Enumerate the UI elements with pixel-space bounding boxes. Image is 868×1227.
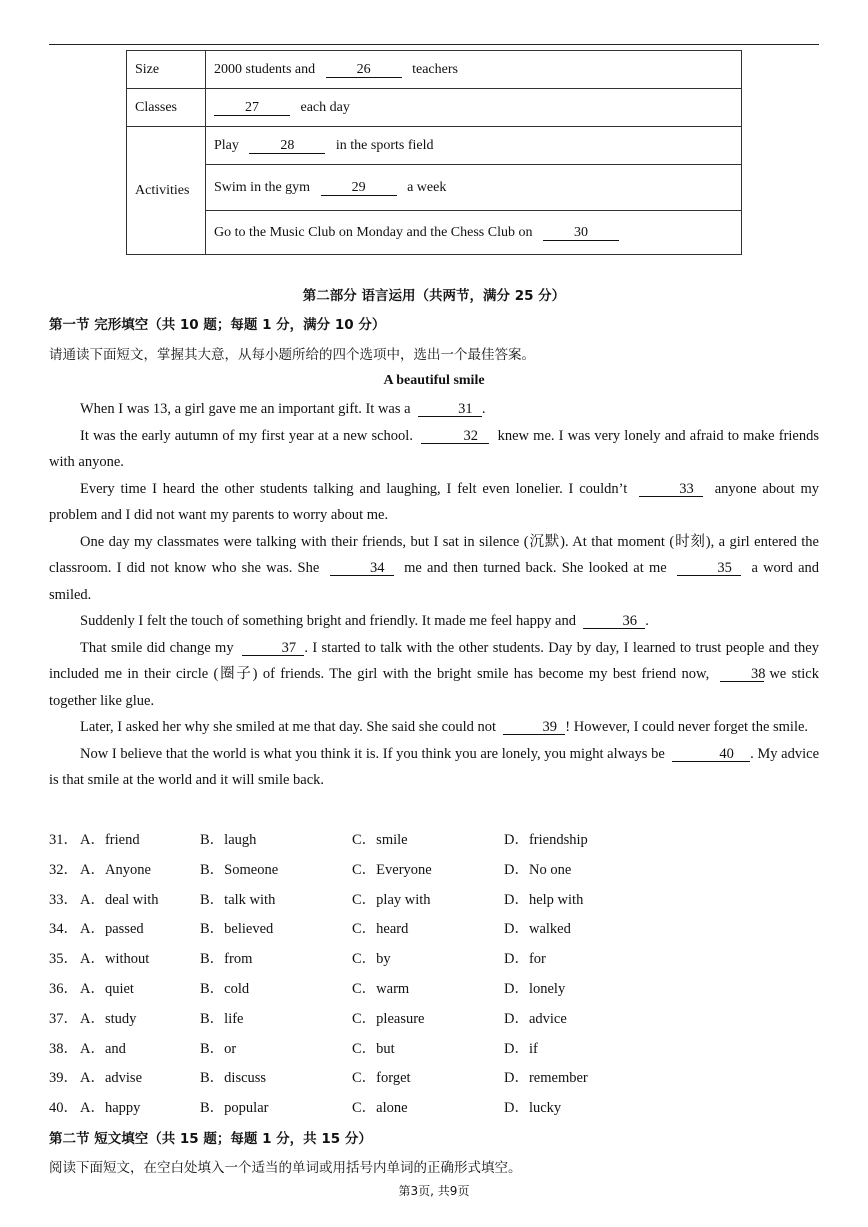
text: . My advice is that smile at the world and it will smile back. xyxy=(49,745,820,788)
blank-31: 31 xyxy=(418,402,482,417)
blank-28: 28 xyxy=(249,139,325,154)
option-c: C．forget xyxy=(352,1070,411,1087)
option-c: C．alone xyxy=(352,1100,408,1117)
activity-text-after: a week xyxy=(407,179,447,195)
activity-play-cell xyxy=(206,127,742,165)
blank-35: 35 xyxy=(677,561,741,576)
paragraph xyxy=(49,714,819,741)
option-d: D．No one xyxy=(504,861,572,878)
activity-text: Go to the Music Club on Monday and the Chess Club on xyxy=(214,224,533,240)
blank-40: 40 xyxy=(672,747,750,762)
option-row xyxy=(49,945,749,975)
table-row xyxy=(127,127,742,165)
blank-30: 30 xyxy=(543,226,619,241)
option-c: C．but xyxy=(352,1040,395,1057)
option-a: A．Anyone xyxy=(80,861,151,878)
paragraph xyxy=(49,423,819,476)
text: When I was 13, a girl gave me an important gift. It was a xyxy=(80,401,411,417)
option-b: B．from xyxy=(200,951,253,968)
question-number: 32． xyxy=(49,861,78,878)
text: anyone about my problem and I did not want my parents to worry about me. xyxy=(49,480,819,523)
classes-text: each day xyxy=(300,99,350,115)
paragraph xyxy=(49,741,819,794)
blank-38: 38 xyxy=(720,667,764,682)
text: One day my classmates were talking with their friends, but I sat in silence (沉默). At that moment (时刻), a girl entered the classroom. I did not know who she was. She xyxy=(49,533,819,576)
option-a: A．happy xyxy=(80,1100,141,1117)
option-a: A．passed xyxy=(80,921,144,938)
option-c: C．heard xyxy=(352,921,409,938)
option-b: B．laugh xyxy=(200,832,257,848)
answer-options xyxy=(49,826,749,1124)
option-c: C．smile xyxy=(352,832,408,848)
option-a: A．study xyxy=(80,1010,137,1027)
cloze-passage xyxy=(49,396,819,794)
question-number: 37． xyxy=(49,1010,78,1027)
blank-27: 27 xyxy=(214,101,290,116)
activity-text: Swim in the gym xyxy=(214,179,311,195)
option-d: D．friendship xyxy=(504,832,588,848)
text: we stick together like glue. xyxy=(49,666,819,709)
question-number: 35． xyxy=(49,951,78,968)
option-c: C．by xyxy=(352,951,391,968)
blank-37: 37 xyxy=(242,641,304,656)
activity-swim-cell xyxy=(206,165,742,211)
text: Now I believe that the world is what you think it is. If you think you are lonely, you might always be xyxy=(80,745,665,762)
size-label: Size xyxy=(127,51,206,89)
size-text-after: teachers xyxy=(412,61,458,77)
option-row xyxy=(49,1094,749,1124)
option-row xyxy=(49,1035,749,1065)
blank-26: 26 xyxy=(326,63,402,78)
option-row xyxy=(49,1005,749,1035)
text: ! However, I could never forget the smile. xyxy=(565,719,809,735)
option-a: A．deal with xyxy=(80,891,159,908)
option-row xyxy=(49,826,749,856)
text: knew me. I was very lonely and afraid to make friends with anyone. xyxy=(49,427,820,470)
option-b: B．or xyxy=(200,1040,237,1057)
option-row xyxy=(49,1064,749,1094)
question-number: 39． xyxy=(49,1070,78,1087)
text: . I started to talk with the other students. Day by day, I learned to trust people and they included me in their circle (圈子) of friends. The girl with the bright smile has become my best friend now, xyxy=(49,639,819,682)
blank-33: 33 xyxy=(639,482,703,497)
table-row xyxy=(127,51,742,89)
classes-label: Classes xyxy=(127,89,206,127)
activities-label: Activities xyxy=(127,127,206,255)
text: . xyxy=(481,401,486,417)
question-number: 38． xyxy=(49,1040,78,1057)
text: a word and smiled. xyxy=(49,560,820,603)
option-b: B．cold xyxy=(200,980,250,997)
table-row xyxy=(127,165,742,211)
activity-text-after: in the sports field xyxy=(335,137,434,153)
blank-29: 29 xyxy=(321,181,397,196)
activity-clubs-cell xyxy=(206,211,742,255)
question-number: 31． xyxy=(49,832,78,848)
option-d: D．advice xyxy=(504,1010,567,1027)
option-a: A．and xyxy=(80,1040,126,1057)
option-row xyxy=(49,886,749,916)
question-number: 33． xyxy=(49,891,78,908)
activity-text: Play xyxy=(214,137,239,153)
text: Later, I asked her why she smiled at me that day. She said she could not xyxy=(80,719,497,735)
text: . xyxy=(645,613,649,629)
text: Every time I heard the other students talking and laughing, I felt even lonelier. I couldn’t xyxy=(80,480,628,497)
option-d: D．for xyxy=(504,951,546,968)
text: Suddenly I felt the touch of something bright and friendly. It made me feel happy and xyxy=(80,613,576,629)
option-a: A．quiet xyxy=(80,980,134,997)
classes-cell xyxy=(206,89,742,127)
option-a: A．advise xyxy=(80,1070,143,1087)
option-b: B．life xyxy=(200,1010,244,1027)
option-c: C．warm xyxy=(352,980,410,997)
option-b: B．popular xyxy=(200,1100,269,1117)
size-cell xyxy=(206,51,742,89)
option-b: B．talk with xyxy=(200,891,276,908)
section1-instruction: 请通读下面短文，掌握其大意，从每小题所给的四个选项中，选出一个最佳答案。 xyxy=(49,347,535,363)
blank-34: 34 xyxy=(330,561,394,576)
blank-32: 32 xyxy=(421,429,489,444)
option-b: B．believed xyxy=(200,921,274,938)
option-row xyxy=(49,915,749,945)
option-row xyxy=(49,975,749,1005)
option-d: D．walked xyxy=(504,921,571,938)
page-footer: 第3页, 共9页 xyxy=(398,1184,470,1198)
option-d: D．lucky xyxy=(504,1100,562,1117)
option-c: C．pleasure xyxy=(352,1010,425,1027)
option-a: A．friend xyxy=(80,832,140,848)
option-b: B．Someone xyxy=(200,861,279,878)
text: It was the early autumn of my first year at a new school. xyxy=(80,427,413,444)
size-text: 2000 students and xyxy=(214,61,316,77)
paragraph xyxy=(49,396,819,423)
paragraph xyxy=(49,529,819,609)
table-row xyxy=(127,211,742,255)
option-b: B．discuss xyxy=(200,1070,267,1087)
blank-39: 39 xyxy=(503,720,565,735)
option-row xyxy=(49,856,749,886)
section2-heading: 第二节 短文填空（共 15 题；每题 1 分，共 15 分） xyxy=(49,1131,372,1147)
question-number: 36． xyxy=(49,980,78,997)
passage-title: A beautiful smile xyxy=(383,373,485,388)
option-d: D．remember xyxy=(504,1070,588,1087)
section2-instruction: 阅读下面短文，在空白处填入一个适当的单词或用括号内单词的正确形式填空。 xyxy=(49,1160,522,1176)
option-c: C．play with xyxy=(352,891,431,908)
part2-heading: 第二部分 语言运用（共两节，满分 25 分） xyxy=(302,288,566,304)
text: That smile did change my xyxy=(80,639,234,656)
question-number: 34． xyxy=(49,921,78,938)
option-a: A．without xyxy=(80,951,150,968)
option-d: D．help with xyxy=(504,891,584,908)
option-c: C．Everyone xyxy=(352,861,432,878)
paragraph xyxy=(49,635,819,715)
paragraph xyxy=(49,476,819,529)
school-info-table xyxy=(126,50,742,255)
question-number: 40． xyxy=(49,1100,78,1117)
table-row xyxy=(127,89,742,127)
section1-heading: 第一节 完形填空（共 10 题；每题 1 分，满分 10 分） xyxy=(49,317,386,333)
text: me and then turned back. She looked at me xyxy=(404,560,667,576)
option-d: D．if xyxy=(504,1040,538,1057)
top-rule xyxy=(49,44,819,45)
paragraph xyxy=(49,608,819,635)
blank-36: 36 xyxy=(583,614,645,629)
option-d: D．lonely xyxy=(504,980,566,997)
